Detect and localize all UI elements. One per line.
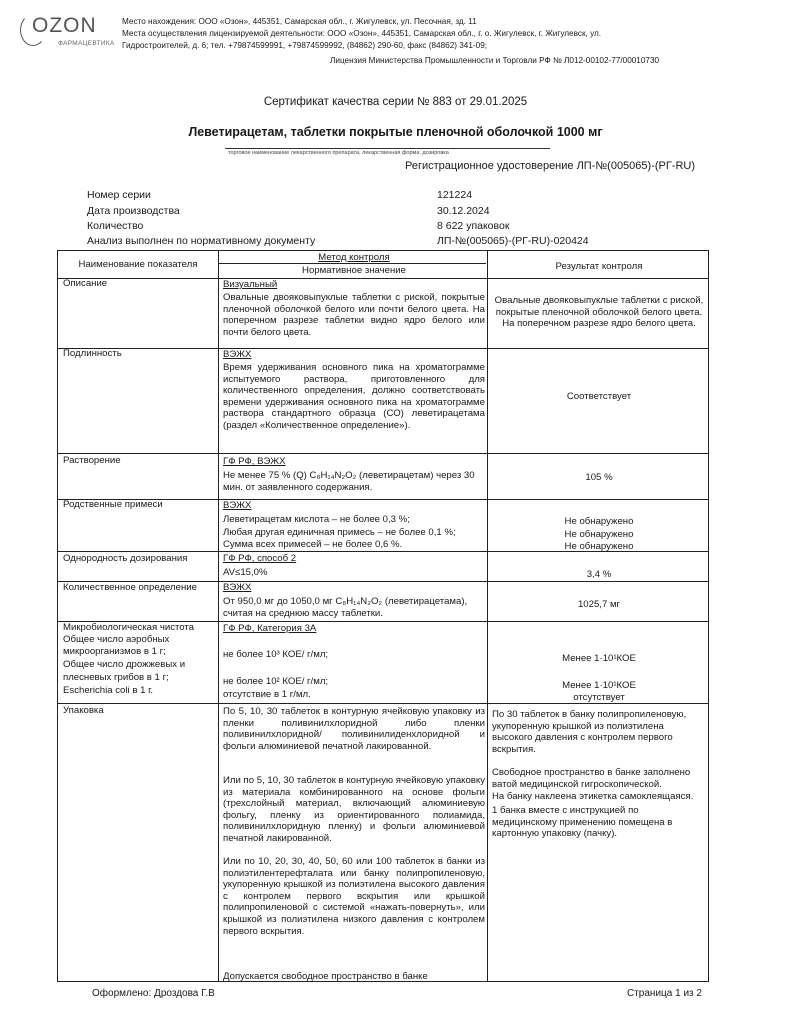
row-micro-name-2: Общее число аэробных xyxy=(63,634,170,645)
row-identity-name: Подлинность xyxy=(63,348,122,359)
table-divider xyxy=(487,251,488,981)
row-packaging-norm-1: По 5, 10, 30 таблеток в контурную ячейковую упаковку из пленки поливинилхлоридной либо пленки поливинилхлоридной/ поливинилиденхлоридной и фольги алюминиевой печатной лакированной. xyxy=(223,706,485,752)
row-impurities-norm-3: Сумма всех примесей – не более 0,6 %. xyxy=(223,539,403,550)
logo-subtitle: ФАРМАЦЕВТИКА xyxy=(58,40,115,47)
row-micro-name-6: Escherichia coli в 1 г. xyxy=(63,685,154,696)
row-micro-method: ГФ РФ, Категория 3А xyxy=(223,623,317,634)
row-micro-name-3: микроорганизмов в 1 г; xyxy=(63,646,166,657)
quality-table xyxy=(57,250,709,982)
product-caption: торговое наименование лекарственного препарата, лекарственная форма, дозировка xyxy=(228,150,449,156)
header-license: Лицензия Министерства Промышленности и Торговли РФ № Л012-00102-77/00010730 xyxy=(330,56,660,65)
table-divider xyxy=(58,453,708,454)
header-norm: Нормативное значение xyxy=(302,265,406,276)
row-packaging-norm-2: Или по 5, 10, 30 таблеток в контурную ячейковую упаковку из материала комбинированного на основе фольги (трехслойный материал, включающий алюминиевую фольгу, пленку из ориентированного полиамида, поливинилхлоридную пленку) и фольги алюминиевой печатной лакированной. xyxy=(223,775,485,844)
row-description-method: Визуальный xyxy=(223,279,278,290)
header-indicator: Наименование показателя xyxy=(78,259,198,270)
row-uniformity-result: 3,4 % xyxy=(586,569,612,580)
row-impurities-result-3: Не обнаружено xyxy=(564,541,634,552)
row-assay-name: Количественное определение xyxy=(63,582,197,593)
row-dissolution-name: Растворение xyxy=(63,455,121,466)
row-packaging-result-3: На банку наклеена этикетка самоклеящаяся. xyxy=(492,791,694,802)
row-packaging-result-1: По 30 таблеток в банку полипропиленовую, укупоренную крышкой из полиэтилена высокого давления с контролем первого вскрытия. xyxy=(492,709,687,755)
product-title-underline xyxy=(225,148,550,149)
logo-brand: OZON xyxy=(32,14,97,37)
row-assay-method: ВЭЖХ xyxy=(223,582,252,593)
row-micro-result-1: Менее 1·10¹КОЕ xyxy=(562,653,636,664)
row-impurities-norm-2: Любая другая единичная примесь – не более 0,1 %; xyxy=(223,527,456,538)
row-uniformity-norm: AV≤15,0% xyxy=(223,567,268,578)
meta-value-series: 121224 xyxy=(437,189,473,201)
row-micro-result-3: отсутствует xyxy=(573,692,625,703)
row-micro-norm-3: отсутствие в 1 г/мл. xyxy=(223,689,311,700)
row-impurities-result-2: Не обнаружено xyxy=(564,529,634,540)
row-dissolution-result: 105 % xyxy=(585,472,613,483)
row-packaging-result-2: Свободное пространство в банке заполнено ватой медицинской гигроскопической. xyxy=(492,767,691,790)
header-activity-place: Места осуществления лицензируемой деятельности: ООО «Озон», 445351, Самарская обл., г. о. Жигулевск, г. Жигулевск, ул. xyxy=(122,29,602,38)
row-impurities-norm-1: Леветирацетам кислота – не более 0,3 %; xyxy=(223,514,410,525)
header-method: Метод контроля xyxy=(318,252,390,263)
row-packaging-result-4: 1 банка вместе с инструкцией по медицинскому применению помещена в картонную упаковку (пачку). xyxy=(492,805,673,840)
row-micro-norm-2: не более 10² КОЕ/ г/мл; xyxy=(223,676,329,687)
row-micro-result-2: Менее 1·10¹КОЕ xyxy=(562,680,636,691)
row-assay-result: 1025,7 мг xyxy=(577,599,621,610)
table-divider xyxy=(218,251,219,981)
header-address: Место нахождения: ООО «Озон», 445351, Самарская обл., г. Жигулевск, ул. Песочная, зд. 11 xyxy=(122,17,477,26)
footer-prepared-by: Оформлено: Дроздова Г.В xyxy=(92,988,215,999)
registration-number: Регистрационное удостоверение ЛП-№(005065)-(РГ-RU) xyxy=(405,160,696,172)
row-impurities-name: Родственные примеси xyxy=(63,499,163,510)
header-contacts: Гидростроителей, д. 6; тел. +79874599991, +79874599992, (84862) 290-60, факс (84862) 341-09; xyxy=(122,41,488,50)
row-dissolution-norm: Не менее 75 % (Q) C₈H₁₄N₂O₂ (леветирацетам) через 30 мин. от заявленного содержания. xyxy=(223,470,475,493)
row-assay-norm: От 950,0 мг до 1050,0 мг C₈H₁₄N₂O₂ (леветирацетама), считая на среднюю массу таблетки. xyxy=(223,596,468,619)
row-description-norm: Овальные двояковыпуклые таблетки с риской, покрытые пленочной оболочкой белого или почти белого цвета. На поперечном разрезе таблетки видно ядро белого или почти белого цвета. xyxy=(223,292,485,338)
certificate-title: Сертификат качества серии № 883 от 29.01.2025 xyxy=(263,96,528,108)
meta-value-date: 30.12.2024 xyxy=(437,205,490,217)
row-impurities-method: ВЭЖХ xyxy=(223,500,252,511)
row-identity-result: Соответствует xyxy=(566,391,632,402)
row-packaging-norm-4: Допускается свободное пространство в банке xyxy=(223,971,428,982)
footer-page-number: Страница 1 из 2 xyxy=(627,988,702,999)
row-micro-name-5: плесневых грибов в 1 г; xyxy=(63,672,169,683)
row-packaging-name: Упаковка xyxy=(63,705,104,716)
row-micro-name-1: Микробиологическая чистота xyxy=(63,622,195,633)
meta-label-normdoc: Анализ выполнен по нормативному документу xyxy=(87,235,316,247)
meta-value-normdoc: ЛП-№(005065)-(РГ-RU)-020424 xyxy=(437,235,589,247)
row-identity-norm: Время удерживания основного пика на хроматограмме испытуемого раствора, приготовленного для количественного определения, должно соответствовать времени удерживания основного пика на хроматограмме раствора стандартного образца (СО) леветирацетама (раздел «Количественное определение»). xyxy=(223,362,485,431)
meta-label-series: Номер серии xyxy=(87,189,151,201)
meta-value-quantity: 8 622 упаковок xyxy=(437,220,510,232)
row-impurities-result-1: Не обнаружено xyxy=(564,516,634,527)
row-uniformity-method: ГФ РФ, способ 2 xyxy=(223,553,297,564)
row-packaging-norm-3: Или по 10, 20, 30, 40, 50, 60 или 100 таблеток в банки из полиэтилентерефталата или банку полипропиленовую, укупоренную крышкой из полиэтилена высокого давления с контролем первого вскрытия или крышкой полипропиленовой с системой «нажать-повернуть», или крышкой из полиэтилена низкого давления с контролем первого вскрытия. xyxy=(223,856,485,937)
ozon-logo xyxy=(22,8,115,52)
meta-label-quantity: Количество xyxy=(87,220,144,232)
meta-label-date: Дата производства xyxy=(87,205,180,217)
row-micro-norm-1: не более 10³ КОЕ/ г/мл; xyxy=(223,649,329,660)
header-result: Результат контроля xyxy=(555,261,643,272)
product-title: Леветирацетам, таблетки покрытые пленочной оболочкой 1000 мг xyxy=(188,125,603,139)
row-description-result: Овальные двояковыпуклые таблетки с риской, покрытые пленочной оболочкой белого цвета. На поперечном разрезе ядро белого цвета. xyxy=(494,295,704,330)
row-identity-method: ВЭЖХ xyxy=(223,349,252,360)
row-dissolution-method: ГФ РФ, ВЭЖХ xyxy=(223,456,286,467)
row-micro-name-4: Общее число дрожжевых и xyxy=(63,659,186,670)
row-description-name: Описание xyxy=(63,278,108,289)
row-uniformity-name: Однородность дозирования xyxy=(63,553,188,564)
